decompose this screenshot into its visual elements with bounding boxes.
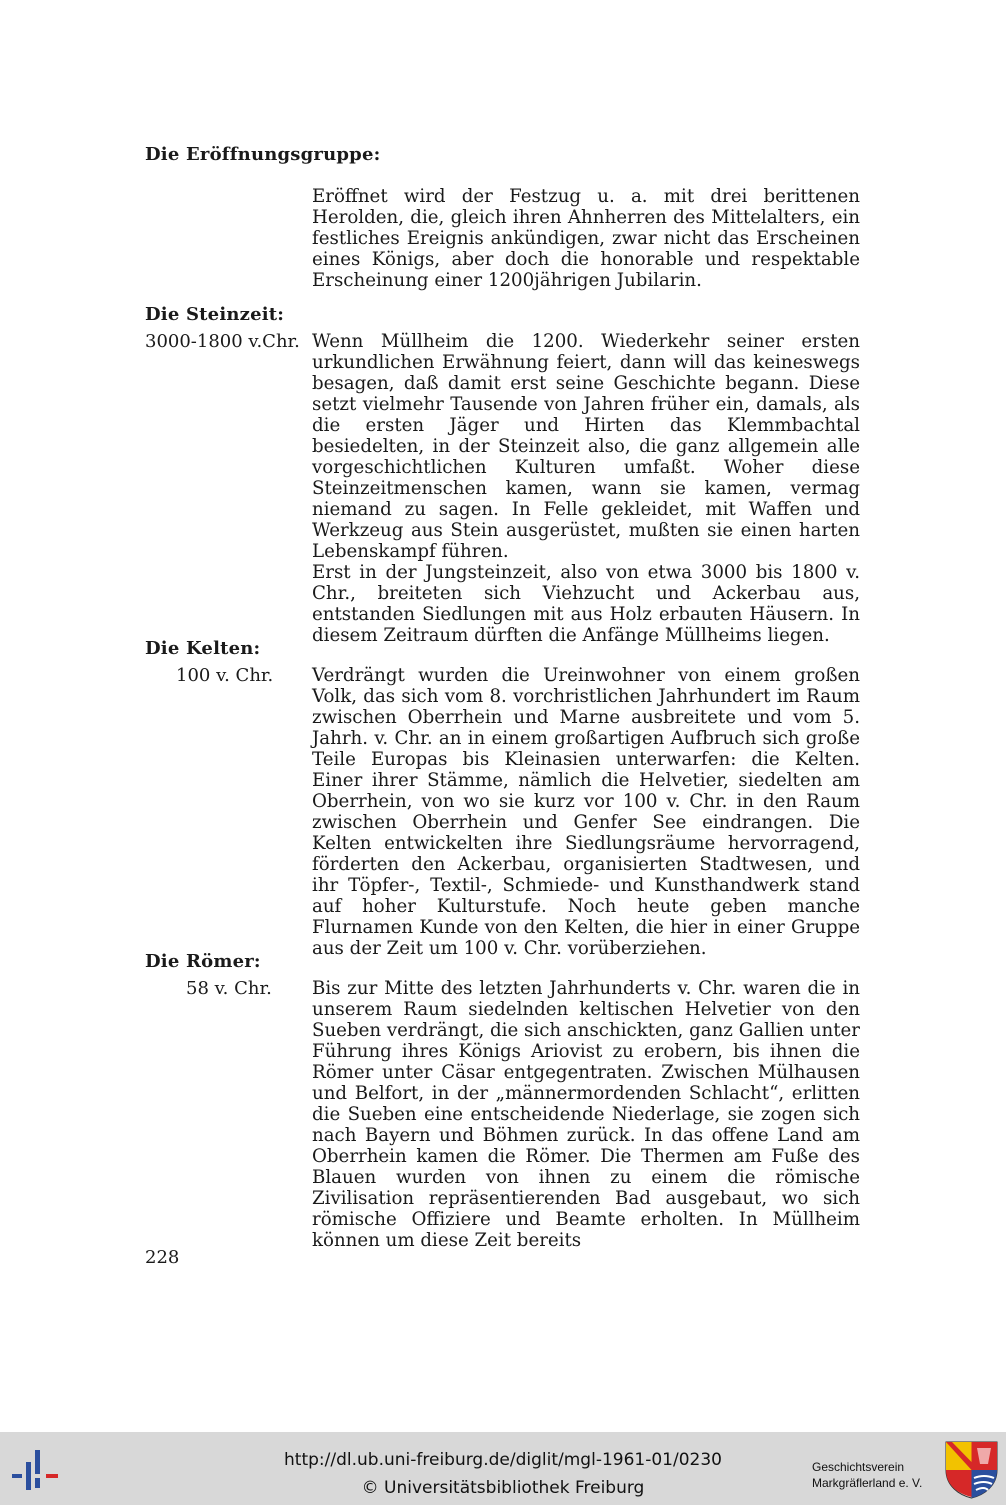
- society-line-1: Geschichtsverein: [812, 1460, 905, 1474]
- romans-text: Bis zur Mitte des letzten Jahrhunderts v. Chr. waren die in unserem Raum siedelnden keltischen Helvetier von den Sueben verdrängt, die sich anschickten, ganz Gallien unter Führung ihres Königs Ariovist zu erobern, bis ihnen die Römer unter Cäsar entgegentraten. Zwischen Mülhausen und Belfort, in der „männermordenden Schlacht“, erlitten die Sueben eine entscheidende Niederlage, sie zogen sich nach Bayern und Böhmen zurück. In das offene Land am Oberrhein kamen die Römer. Die Thermen am Fuße des Blauen wurden von ihnen zu einem die römische Zivilisation repräsentierenden Bad ausgebaut, wo sich römische Offiziere und Beamte erholten. In Müllheim können um diese Zeit bereits: [312, 978, 860, 1251]
- society-name: [812, 1459, 952, 1491]
- stone-age-text-1: Wenn Müllheim die 1200. Wiederkehr seiner ersten urkundlichen Erwähnung feiert, dann will das keineswegs besagen, daß damit erst seine Geschichte begann. Diese setzt vielmehr Tausende von Jahren früher ein, damals, als die ersten Jäger und Hirten das Klemmbachtal besiedelten, in der Steinzeit also, die ganz allgemein alle vorgeschichtlichen Kulturen umfaßt. Woher diese Steinzeitmenschen kamen, wann sie kamen, vermag niemand zu sagen. In Felle gekleidet, mit Waffen und Werkzeug aus Stein ausgerüstet, mußten sie einen harten Lebenskampf führen.: [312, 331, 860, 562]
- society-line-2: Markgräflerland e. V.: [812, 1476, 923, 1490]
- heading-opening-group: Die Eröffnungsgruppe:: [145, 144, 381, 165]
- paragraph-opening-group: [312, 186, 860, 291]
- footer-bar: [0, 1432, 1006, 1505]
- date-celts: 100 v. Chr.: [176, 665, 274, 686]
- paragraph-celts: [312, 665, 860, 959]
- celts-text: Verdrängt wurden die Ureinwohner von einem großen Volk, das sich vom 8. vorchristlichen Jahrhundert im Raum zwischen Oberrhein und Marne ausbreitete und vom 5. Jahrh. v. Chr. an in einem großartigen Aufbruch sich große Teile Europas bis Kleinasien unterwarfen: die Kelten. Einer ihrer Stämme, nämlich die Helvetier, siedelten am Oberrhein, von wo sie kurz vor 100 v. Chr. in den Raum zwischen Oberrhein und Genfer See eindrangen. Die Kelten entwickelten ihre Siedlungsräume hervorragend, förderten den Ackerbau, organisierten Stadtwesen, und ihr Töpfer-, Textil-, Schmiede- und Kunsthandwerk stand auf hoher Kulturstufe. Noch heute geben manche Flurnamen Kunde von den Kelten, die hier in einer Gruppe aus der Zeit um 100 v. Chr. vorüberziehen.: [312, 665, 860, 959]
- paragraph-romans: [312, 978, 860, 1251]
- heading-celts: Die Kelten:: [145, 638, 261, 659]
- stone-age-text-2: Erst in der Jungsteinzeit, also von etwa 3000 bis 1800 v. Chr., breiteten sich Viehzucht und Ackerbau aus, entstanden Siedlungen mit aus Holz erbauten Häusern. In diesem Zeitraum dürften die Anfänge Müllheims liegen.: [312, 562, 860, 646]
- heading-romans: Die Römer:: [145, 951, 261, 972]
- copyright-notice: © Universitätsbibliothek Freiburg: [361, 1478, 645, 1498]
- opening-text: Eröffnet wird der Festzug u. a. mit drei berittenen Herolden, die, gleich ihren Ahnherren des Mittelalters, ein festliches Ereignis ankündigen, zwar nicht das Erscheinen eines Königs, aber doch die honorable und respektable Erscheinung einer 1200jährigen Jubilarin.: [312, 186, 860, 291]
- heading-stone-age: Die Steinzeit:: [145, 304, 285, 325]
- paragraph-stone-age: [312, 331, 860, 646]
- date-stone-age: 3000-1800 v.Chr.: [145, 331, 300, 352]
- source-url-link[interactable]: http://dl.ub.uni-freiburg.de/diglit/mgl-1961-01/0230: [284, 1450, 722, 1470]
- page-number: 228: [145, 1247, 180, 1268]
- coat-of-arms-icon: [944, 1440, 999, 1500]
- date-romans: 58 v. Chr.: [186, 978, 272, 999]
